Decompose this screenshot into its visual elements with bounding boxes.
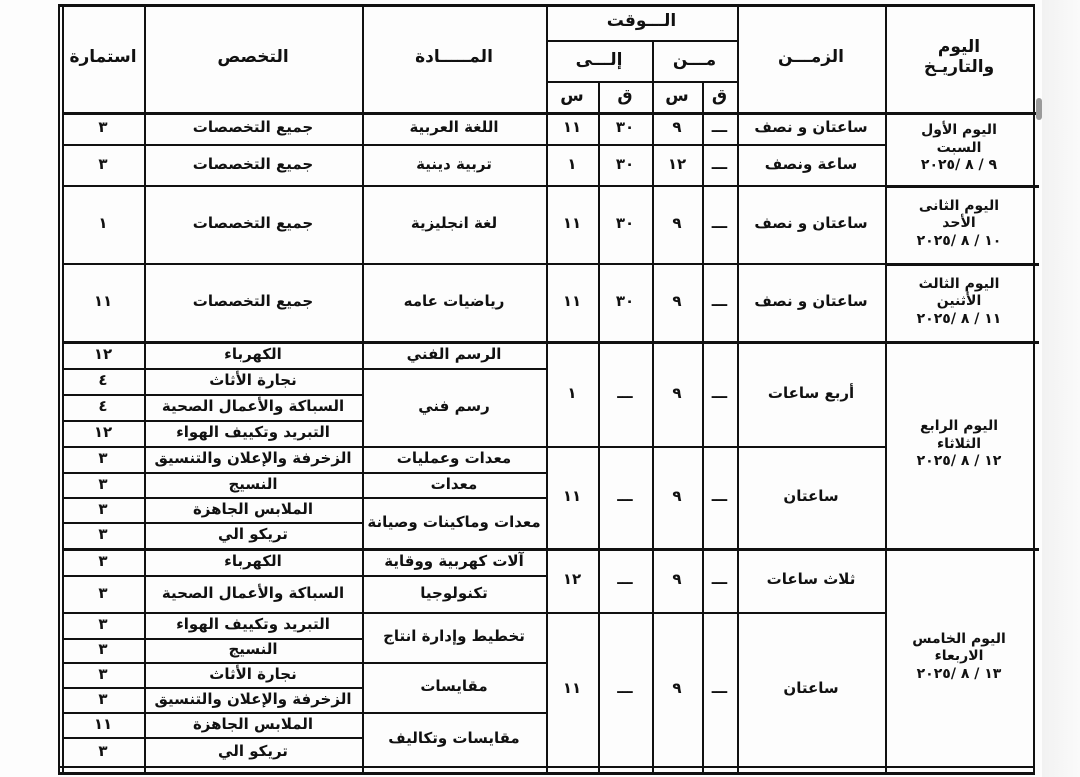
duration-cell: ساعة ونصف [764,154,858,173]
exam-form-cell: ٣ [98,615,108,634]
subject-cell: لغة انجليزية [410,214,498,233]
specialization-cell: الزخرفة والإعلان والتنسيق [154,689,352,708]
exam-form-cell: ٣ [98,449,108,468]
exam-form-cell: ١٢ [93,344,113,363]
exam-form-cell: ٣ [98,640,108,659]
to-hour-cell: ١١ [562,679,582,698]
from-hour-cell: ٩ [672,570,682,589]
subject-cell: تربية دينية [416,154,492,173]
duration-cell: ساعتان [783,679,839,698]
to-hour-cell: ١١ [562,487,582,506]
duration-cell: ساعتان و نصف [754,214,868,233]
exam-form-cell: ٣ [98,689,108,708]
header-subject: المـــــادة [415,47,493,68]
subject-cell: معدات [430,474,478,493]
specialization-cell: السباكة والأعمال الصحية [161,583,345,602]
exam-form-cell: ٣ [98,474,108,493]
exam-form-cell: ٤ [98,371,108,390]
header-from: مـــن [672,49,717,70]
subject-cell: آلات كهربية ووقاية [384,551,524,570]
exam-form-cell: ١١ [93,292,113,311]
header-to-minute: ق [617,85,633,106]
table-right-border [1033,4,1035,775]
exam-form-cell: ١ [98,214,108,233]
specialization-cell: تريكو الي [218,741,288,760]
to-minute-cell: ـــ [617,487,633,506]
specialization-cell: الملابس الجاهزة [192,499,314,518]
to-hour-cell: ١١ [562,118,582,137]
from-hour-cell: ٩ [672,292,682,311]
from-hour-cell: ١٢ [667,154,687,173]
to-minute-cell: ـــ [617,570,633,589]
from-minute-cell: ـــ [711,118,728,137]
exam-form-cell: ٤ [98,397,108,416]
to-hour-cell: ١١ [562,292,582,311]
day-date-cell: اليوم الخامس الاربعاء ١٣ / ٨ /٢٠٢٥ [912,630,1006,682]
duration-cell: أربع ساعات [767,383,855,402]
duration-cell: ساعتان و نصف [754,118,868,137]
exam-form-cell: ١١ [93,714,113,733]
header-from-minute: ق [711,85,728,106]
from-minute-cell: ـــ [711,154,728,173]
from-minute-cell: ـــ [711,570,728,589]
exam-form-cell: ٣ [98,551,108,570]
to-minute-cell: ـــ [617,679,633,698]
exam-form-cell: ٣ [98,499,108,518]
to-minute-cell: ٣٠ [615,292,635,311]
exam-form-cell: ٣ [98,664,108,683]
day-date-cell: اليوم الرابع الثلاثاء ١٢ / ٨ /٢٠٢٥ [916,418,1002,470]
to-hour-cell: ١ [567,383,577,402]
subject-cell: معدات وعمليات [396,449,512,468]
day-date-cell: اليوم الثالث الأثنين ١١ / ٨ /٢٠٢٥ [916,275,1002,327]
page-edge [1042,0,1080,777]
from-minute-cell: ـــ [711,214,728,233]
duration-cell: ثلاث ساعات [766,570,856,589]
exam-form-cell: ٣ [98,154,108,173]
specialization-cell: نجارة الأثاث [209,664,297,683]
specialization-cell: التبريد وتكييف الهواء [176,615,330,634]
from-hour-cell: ٩ [672,679,682,698]
to-minute-cell: ـــ [617,383,633,402]
subject-cell: رسم فني [418,397,490,416]
to-minute-cell: ٣٠ [615,154,635,173]
header-to-hour: س [560,85,584,106]
exam-form-cell: ١٢ [93,423,113,442]
specialization-cell: جميع التخصصات [192,154,314,173]
duration-cell: ساعتان [783,487,839,506]
subject-cell: مقايسات [420,677,488,696]
from-hour-cell: ٩ [672,118,682,137]
to-minute-cell: ٣٠ [615,214,635,233]
from-minute-cell: ـــ [711,383,728,402]
table-outer-left-border [58,4,60,775]
specialization-cell: نجارة الأثاث [209,371,297,390]
to-hour-cell: ١٢ [562,570,582,589]
specialization-cell: جميع التخصصات [192,214,314,233]
subject-cell: تكنولوجيا [420,583,488,602]
from-minute-cell: ـــ [711,292,728,311]
subject-cell: معدات وماكينات وصيانة [367,512,541,531]
specialization-cell: الزخرفة والإعلان والتنسيق [154,449,352,468]
to-hour-cell: ١١ [562,214,582,233]
specialization-cell: جميع التخصصات [192,118,314,137]
specialization-cell: الملابس الجاهزة [192,714,314,733]
from-hour-cell: ٩ [672,383,682,402]
header-duration: الزمـــن [777,47,845,68]
specialization-cell: التبريد وتكييف الهواء [176,423,330,442]
from-minute-cell: ـــ [711,487,728,506]
subject-cell: مقايسات وتكاليف [388,729,520,748]
specialization-cell: الكهرباء [224,344,282,363]
from-hour-cell: ٩ [672,214,682,233]
specialization-cell: السباكة والأعمال الصحية [161,397,345,416]
from-minute-cell: ـــ [711,679,728,698]
specialization-cell: الكهرباء [224,551,282,570]
header-time: الـــوقت [606,11,677,32]
specialization-cell: جميع التخصصات [192,292,314,311]
table-bottom-border [60,772,1035,775]
day-date-cell: اليوم الثانى الأحد ١٠ / ٨ /٢٠٢٥ [916,197,1002,249]
exam-form-cell: ٣ [98,741,108,760]
specialization-cell: النسيج [228,640,278,659]
header-exam-form: استمارة [69,47,137,68]
specialization-cell: النسيج [228,474,278,493]
subject-cell: رياضيات عامه [403,292,505,311]
subject-cell: تخطيط وإدارة انتاج [383,627,525,646]
from-hour-cell: ٩ [672,487,682,506]
to-minute-cell: ٣٠ [615,118,635,137]
header-specialization: التخصص [217,47,289,68]
exam-form-cell: ٣ [98,118,108,137]
header-to: إلـــى [575,49,623,70]
duration-cell: ساعتان و نصف [754,292,868,311]
to-hour-cell: ١ [567,154,577,173]
subject-cell: الرسم الفني [406,344,502,363]
exam-form-cell: ٣ [98,525,108,544]
header-day-date: اليوم والتاريـخ [923,37,995,77]
exam-form-cell: ٣ [98,583,108,602]
specialization-cell: تريكو الي [218,525,288,544]
subject-cell: اللغة العربية [409,118,499,137]
day-date-cell: اليوم الأول السبت ٩ / ٨ /٢٠٢٥ [920,122,998,174]
header-from-hour: س [665,85,689,106]
